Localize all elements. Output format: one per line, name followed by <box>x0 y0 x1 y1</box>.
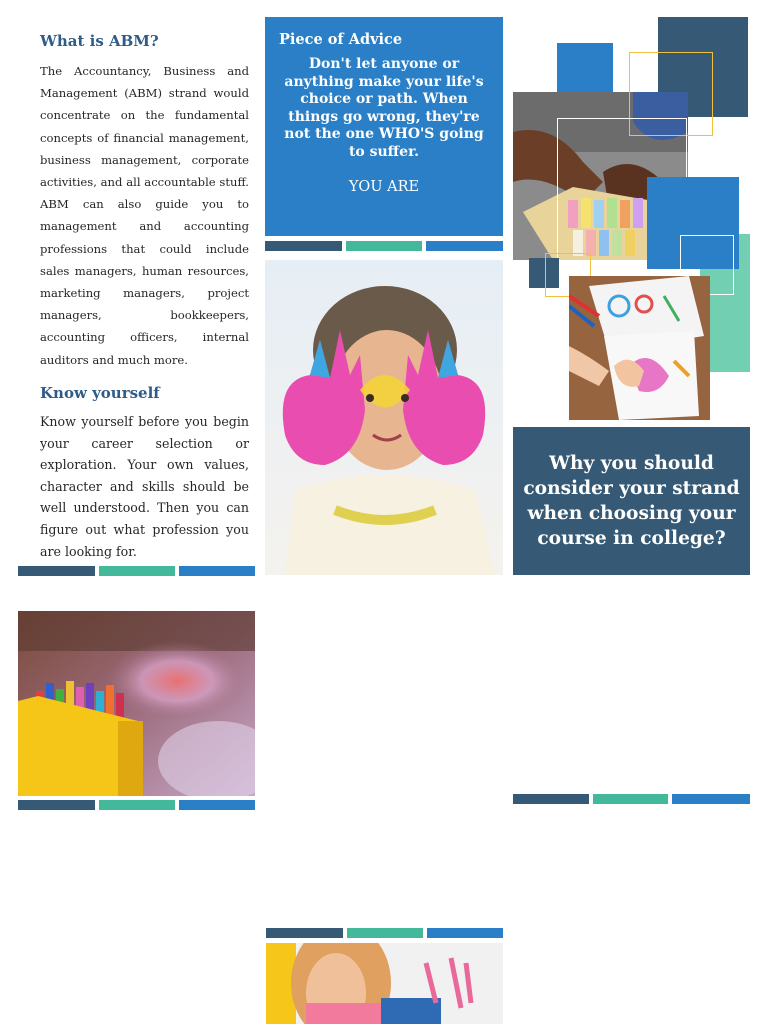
advice-box <box>265 17 503 236</box>
know-yourself-body: Know yourself before you begin your career selection or exploration. Your own values, character and skills should be well understood. Then you can figure out what profession you are looking for. <box>40 414 249 559</box>
crayons-photo <box>18 611 255 796</box>
why-strand-text: Why you should consider your strand when choosing your course in college? <box>523 453 740 549</box>
child-drawing-photo <box>569 276 710 420</box>
advice-title: Piece of Advice <box>279 31 403 48</box>
stripe-divider <box>18 800 255 810</box>
advice-you-are: YOU ARE <box>348 178 420 195</box>
why-strand-box <box>513 427 750 575</box>
advice-text: Don't let anyone or anything make your life's choice or path. When things go wrong, they're not the one WHO'S going to suffer. <box>284 56 484 160</box>
know-yourself-heading: Know yourself <box>40 384 160 402</box>
smiling-girl-photo <box>266 943 503 1024</box>
abm-body: The Accountancy, Business and Management (ABM) strand would concentrate on the fundamental concepts of financial management, business management, corporate activities, and all accountable stuff. ABM can also guide you to management and accounting professions that could include sales managers, human resources, marketing managers, project managers, bookkeepers, accounting officers, internal auditors and much more. <box>40 64 249 367</box>
abm-heading: What is ABM? <box>40 32 159 50</box>
stripe-divider <box>513 794 750 804</box>
stripe-divider <box>266 928 503 938</box>
stripe-divider <box>265 241 503 251</box>
stripe-divider <box>18 566 255 576</box>
deco-square-blue <box>557 43 613 95</box>
painted-hands-photo <box>265 260 503 575</box>
